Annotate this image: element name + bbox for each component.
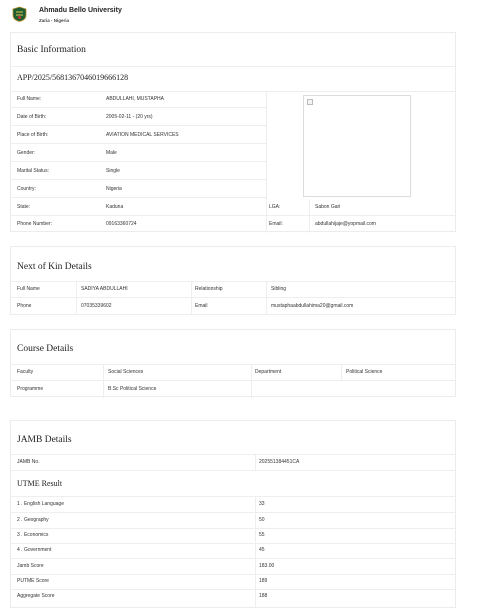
field-label: Jamb Score bbox=[17, 563, 44, 569]
field-label: State: bbox=[17, 204, 31, 210]
field-label: Country: bbox=[17, 186, 36, 192]
field-label: Full Name bbox=[17, 286, 40, 292]
field-label: Full Name: bbox=[17, 96, 42, 102]
utme-row-subject-1 bbox=[11, 496, 455, 513]
subject-score: 33 bbox=[259, 501, 265, 507]
subject-label: 1 . English Language bbox=[17, 501, 64, 507]
field-value: Single bbox=[106, 168, 120, 174]
field-value: Sibling bbox=[271, 286, 287, 292]
field-label: JAMB No. bbox=[17, 459, 40, 465]
field-value: Male bbox=[106, 150, 117, 156]
field-value: 202551384451CA bbox=[259, 459, 300, 465]
broken-image-icon bbox=[307, 99, 313, 105]
divider bbox=[76, 281, 77, 315]
field-label: Email bbox=[195, 303, 208, 309]
info-row-date-of-birth bbox=[11, 109, 266, 126]
field-value: abdullahijaje@yopmail.com bbox=[315, 221, 376, 227]
divider bbox=[255, 454, 256, 471]
field-label: Phone Number: bbox=[17, 221, 53, 227]
field-value: 189 bbox=[259, 578, 268, 584]
course-details-card bbox=[10, 329, 456, 397]
page-header bbox=[6, 4, 476, 26]
section-title: Course Details bbox=[17, 344, 74, 354]
field-label: Phone bbox=[17, 303, 32, 309]
info-row-country bbox=[11, 181, 266, 198]
info-row-state-lga bbox=[11, 199, 455, 216]
utme-row-subject-4 bbox=[11, 542, 455, 559]
field-label: Faculty bbox=[17, 369, 34, 375]
divider bbox=[251, 364, 252, 398]
kin-row-name bbox=[11, 281, 455, 298]
field-label: PUTME Score bbox=[17, 578, 49, 584]
field-value: ABDULLAHI, MUSTAPHA bbox=[106, 96, 164, 102]
passport-photo bbox=[303, 95, 411, 197]
field-label: Marital Status: bbox=[17, 168, 49, 174]
divider bbox=[103, 364, 104, 398]
university-name: Ahmadu Bello University bbox=[39, 7, 122, 14]
divider bbox=[11, 66, 455, 67]
divider bbox=[266, 91, 267, 216]
info-row-place-of-birth bbox=[11, 127, 266, 144]
section-title: Next of Kin Details bbox=[17, 262, 92, 272]
field-value: 07035339602 bbox=[81, 303, 112, 309]
divider bbox=[341, 364, 342, 381]
kin-row-contact bbox=[11, 298, 455, 315]
field-value: AVIATION MEDICAL SERVICES bbox=[106, 132, 179, 138]
field-label: Date of Birth: bbox=[17, 114, 47, 120]
subject-label: 3 . Economics bbox=[17, 532, 49, 538]
field-value: B.Sc Political Science bbox=[108, 386, 157, 392]
field-label: Programme bbox=[17, 386, 44, 392]
field-label: Place of Birth: bbox=[17, 132, 49, 138]
field-label: Aggregate Score bbox=[17, 593, 55, 599]
next-of-kin-card bbox=[10, 246, 456, 315]
field-value: Political Science bbox=[346, 369, 383, 375]
field-value: Nigeria bbox=[106, 186, 122, 192]
field-value: 183.00 bbox=[259, 563, 275, 569]
subject-score: 55 bbox=[259, 532, 265, 538]
subject-score: 50 bbox=[259, 517, 265, 523]
course-row-programme bbox=[11, 381, 455, 398]
divider bbox=[309, 199, 310, 233]
subject-label: 4 . Government bbox=[17, 547, 52, 553]
course-row-faculty bbox=[11, 364, 455, 381]
divider bbox=[255, 496, 256, 608]
info-row-marital-status bbox=[11, 163, 266, 180]
aggregate-score-row bbox=[11, 588, 455, 605]
field-value: Sabon Gari bbox=[315, 204, 341, 210]
field-label: Gender: bbox=[17, 150, 36, 156]
field-value: 2005-02-11 - (20 yrs) bbox=[106, 114, 153, 120]
divider bbox=[266, 199, 267, 233]
field-value: 09163360724 bbox=[106, 221, 137, 227]
divider bbox=[191, 281, 192, 315]
info-row-gender bbox=[11, 145, 266, 162]
section-title: Basic Information bbox=[17, 45, 86, 55]
jamb-details-card bbox=[10, 420, 456, 608]
field-value: mustaphaabdullahima20@gmail.com bbox=[271, 303, 354, 309]
basic-information-card bbox=[10, 32, 456, 232]
field-value: Kaduna bbox=[106, 204, 124, 210]
section-title: JAMB Details bbox=[17, 435, 72, 445]
field-value: Social Sciences bbox=[108, 369, 144, 375]
field-label: Relationship bbox=[195, 286, 223, 292]
jamb-row-number bbox=[11, 454, 455, 471]
field-label: Department bbox=[255, 369, 282, 375]
info-row-phone-email bbox=[11, 216, 455, 233]
university-logo bbox=[12, 6, 27, 22]
divider bbox=[266, 281, 267, 315]
utme-result-title: UTME Result bbox=[17, 479, 63, 488]
info-row-full-name bbox=[11, 91, 266, 108]
field-label: LGA: bbox=[269, 204, 281, 210]
application-id: APP/2025/5681367046019666128 bbox=[17, 73, 129, 82]
subject-score: 45 bbox=[259, 547, 265, 553]
university-location: Zaria - Nigeria bbox=[39, 18, 70, 23]
field-label: Email: bbox=[269, 221, 283, 227]
subject-label: 2 . Geography bbox=[17, 517, 49, 523]
field-value: SADIYA ABDULLAHI bbox=[81, 286, 128, 292]
field-value: 188 bbox=[259, 593, 268, 599]
